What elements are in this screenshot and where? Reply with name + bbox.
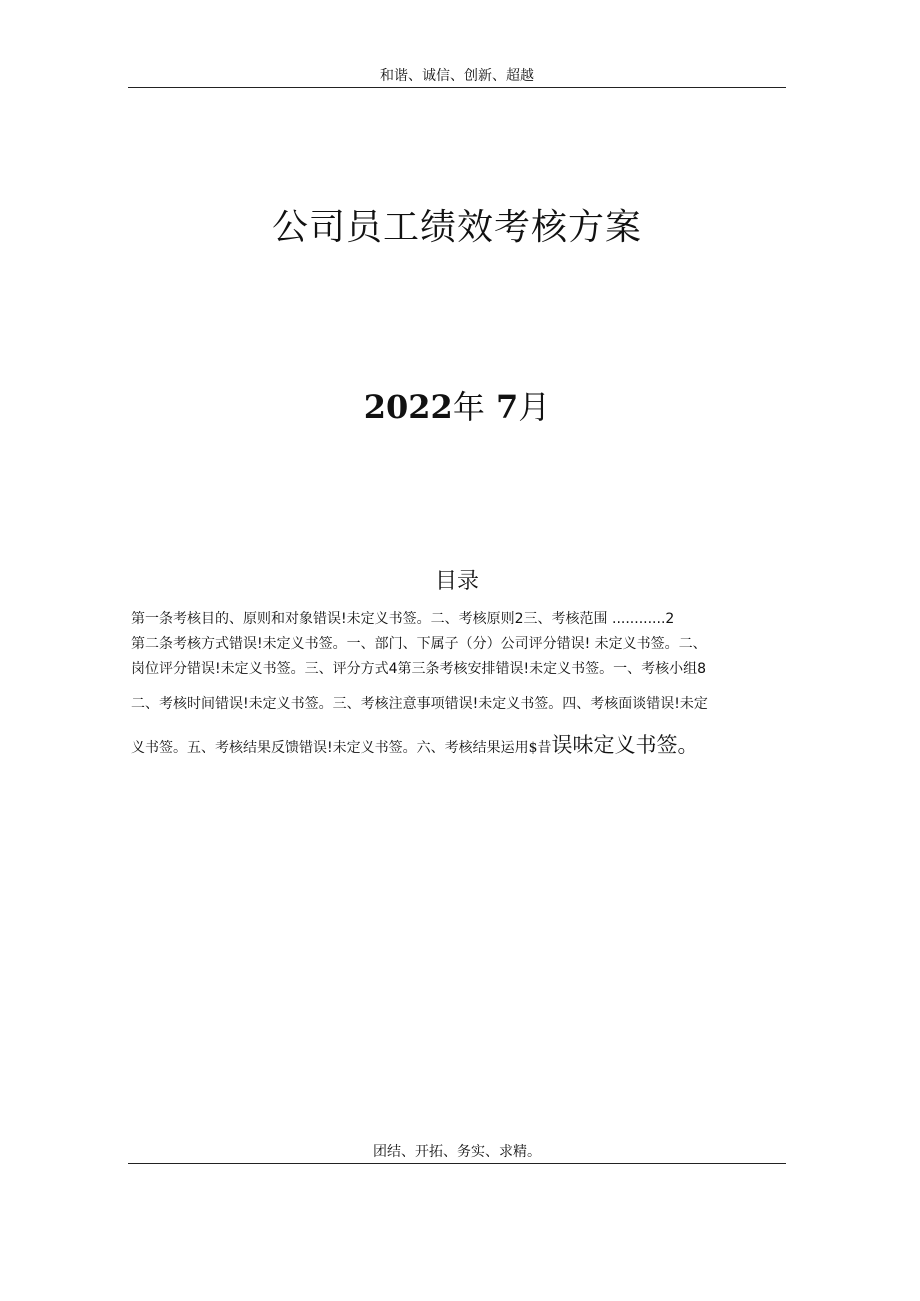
toc-entry-text: 第一条考核目的、原则和对象 — [131, 611, 313, 627]
toc-entry-text: 第二条考核方式 — [131, 636, 229, 652]
toc-error-text: 错误!未定 — [646, 696, 708, 712]
toc-entry-text: 二、考核时间 — [131, 696, 215, 712]
document-title: 公司员工绩效考核方案 — [271, 207, 642, 248]
date-month-unit: 月 — [518, 388, 551, 426]
toc-entry-text: 二、考核原则 — [430, 611, 515, 627]
toc-entry-text: 第三条考核安排 — [397, 661, 496, 677]
toc-error-text: 错误! 未定义书签。 — [556, 636, 679, 652]
toc-entry-text: 五、考核结果反馈 — [187, 740, 299, 756]
toc-entry-text: 二、 — [678, 636, 707, 652]
date-month: 7 — [495, 388, 519, 426]
toc-entry-text: 六、考核结果运用$昔 — [416, 740, 552, 756]
toc-entry-text: 2 — [514, 611, 524, 627]
toc-line — [131, 734, 779, 759]
toc-error-text: 错误!未定义书签。 — [187, 661, 305, 677]
toc-error-text: 错误!未定义书签。 — [313, 611, 431, 627]
toc-line — [131, 633, 779, 655]
toc-line — [131, 693, 779, 715]
toc-entry-text: 8 — [697, 661, 707, 677]
toc-entry-text: 三、评分方式 — [304, 661, 389, 677]
toc-line — [131, 658, 779, 680]
toc-error-text: 错误!未定义书签。 — [444, 696, 563, 712]
toc-line — [131, 608, 779, 630]
header-divider — [128, 87, 786, 88]
toc-entry-text: 4 — [388, 661, 398, 677]
toc-entry-text: 三、考核注意事项 — [332, 696, 445, 712]
toc-entry-text: ............2 — [607, 611, 675, 627]
toc-error-text: 误味定义书签。 — [551, 734, 699, 757]
date-year: 2022 — [363, 388, 453, 426]
toc-heading: 目录 — [434, 569, 479, 594]
toc-error-text: 错误!未定义书签。 — [495, 661, 614, 677]
toc-error-text: 错误!未定义书签。 — [215, 696, 333, 712]
date-year-unit: 年 — [452, 388, 485, 426]
footer-motto: 团结、开拓、务实、求精。 — [373, 1144, 541, 1160]
toc-error-text: 错误!未定义书签。 — [229, 636, 347, 652]
document-date — [128, 385, 786, 429]
footer-divider — [128, 1163, 786, 1164]
header-motto: 和谐、诚信、创新、超越 — [380, 68, 534, 84]
toc-entry-text: 一、部门、下属子（分）公司评分 — [346, 636, 557, 652]
toc-entry-text: 一、考核小组 — [613, 661, 698, 677]
toc-entry-text: 四、考核面谈 — [562, 696, 647, 712]
toc-error-text: 义书签。 — [131, 740, 187, 756]
toc-entry-text: 三、考核范围 — [523, 611, 608, 627]
toc-entry-text: 岗位评分 — [131, 661, 187, 677]
toc-error-text: 错误!未定义书签。 — [299, 740, 417, 756]
